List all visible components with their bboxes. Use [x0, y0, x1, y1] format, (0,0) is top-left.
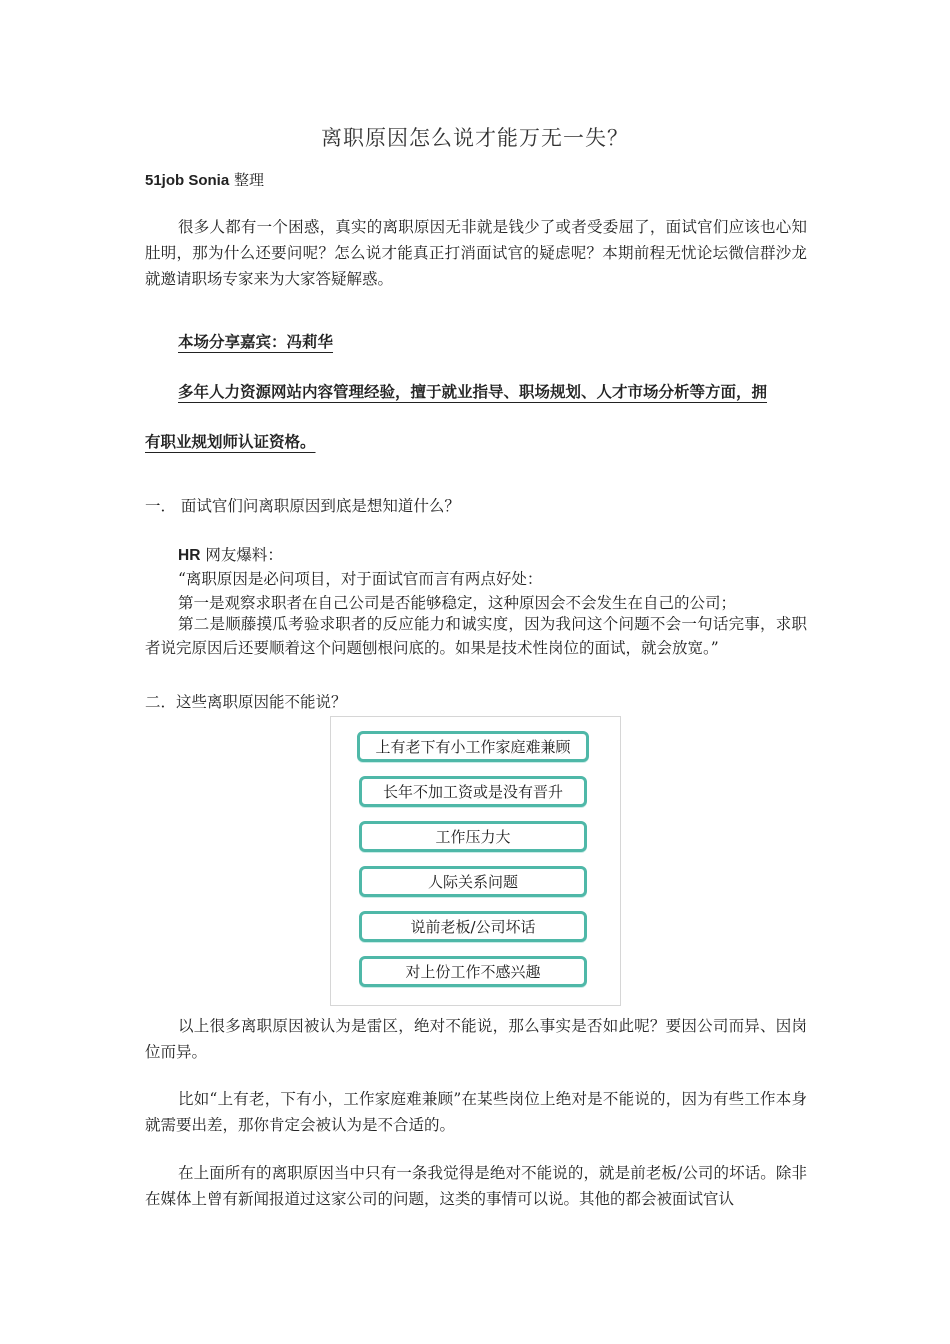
hr-label: [178, 543, 283, 565]
section-heading-1: 一． 面试官们问离职原因到底是想知道什么？: [145, 497, 460, 515]
document-title: 离职原因怎么说才能万无一失？: [321, 126, 629, 150]
quote-paragraph-3: 第二是顺藤摸瓜考验求职者的反应能力和诚实度，因为我问这个问题不会一句话完事，求职者说完原因后还要顺着这个问题刨根问底的。如果是技术性岗位的面试，就会放宽。”: [145, 615, 807, 657]
quote-line-2: 第一是观察求职者在自己公司是否能够稳定，这种原因会不会发生在自己的公司；: [178, 594, 737, 612]
author-name: 51job Sonia: [145, 172, 230, 189]
reason-box-4: 人际关系问题: [359, 866, 587, 897]
author-line: [145, 169, 264, 190]
author-suffix: 整理: [229, 171, 264, 189]
reason-box-1: 上有老下有小工作家庭难兼顾: [357, 731, 589, 762]
section-heading-2: 二．这些离职原因能不能说？: [145, 693, 347, 711]
reason-box-6: 对上份工作不感兴趣: [359, 956, 587, 987]
quote-line-1: “离职原因是必问项目，对于面试官而言有两点好处：: [178, 570, 543, 588]
reasons-diagram: [330, 716, 621, 1006]
paragraph-c: 在上面所有的离职原因当中只有一条我觉得是绝对不能说的，就是前老板/公司的坏话。除非在媒体上曾有新闻报道过这家公司的问题，这类的事情可以说。其他的都会被面试官认: [145, 1164, 807, 1208]
reason-box-3: 工作压力大: [359, 821, 587, 852]
hr-label-rest: 网友爆料：: [200, 546, 283, 564]
guest-bio-line-1: 多年人力资源网站内容管理经验，擅于就业指导、职场规划、人才市场分析等方面，拥: [178, 382, 768, 401]
hr-label-bold: HR: [178, 547, 201, 564]
reason-box-5: 说前老板/公司坏话: [359, 911, 587, 942]
paragraph-a: 以上很多离职原因被认为是雷区，绝对不能说，那么事实是否如此呢？要因公司而异、因岗位而异。: [145, 1017, 807, 1061]
intro-paragraph: 很多人都有一个困惑，真实的离职原因无非就是钱少了或者受委屈了，面试官们应该也心知肚明，那为什么还要问呢？怎么说才能真正打消面试官的疑虑呢？本期前程无忧论坛微信群沙龙就邀请职场专家来为大家答疑解惑。: [145, 218, 807, 288]
paragraph-b: 比如“上有老，下有小，工作家庭难兼顾”在某些岗位上绝对是不能说的，因为有些工作本身就需要出差，那你肯定会被认为是不合适的。: [145, 1090, 807, 1134]
reason-box-2: 长年不加工资或是没有晋升: [359, 776, 587, 807]
guest-bio-line-2: 有职业规划师认证资格。: [145, 432, 316, 451]
guest-heading: 本场分享嘉宾：冯莉华: [178, 332, 334, 351]
